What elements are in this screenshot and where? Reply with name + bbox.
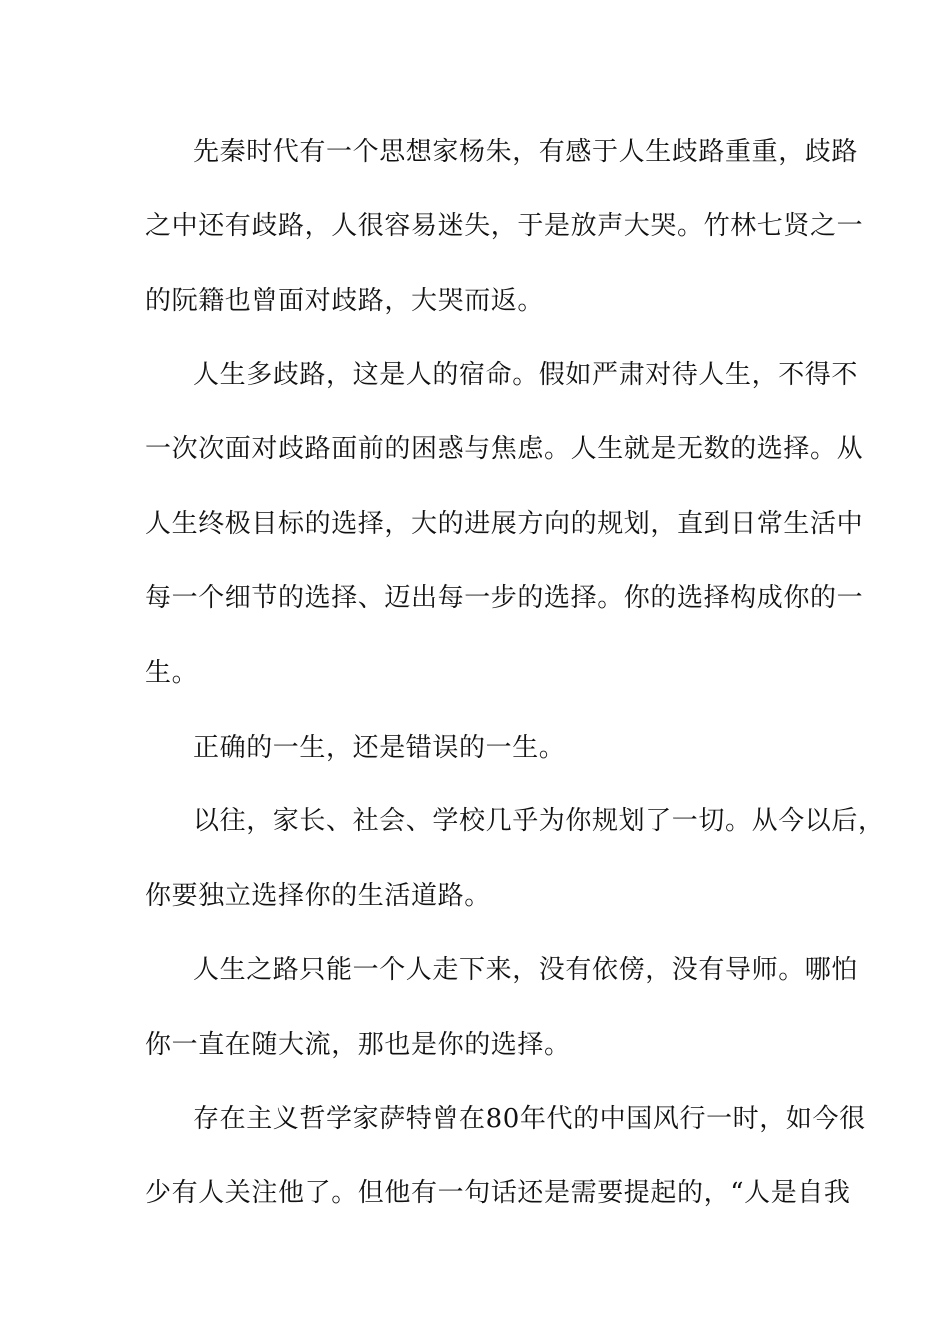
paragraph-2-line-1: 人生多歧路，这是人的宿命。假如严肃对待人生，不得不 bbox=[193, 360, 859, 390]
paragraph-2-line-2: 一次次面对歧路面前的困惑与焦虑。人生就是无数的选择。从 bbox=[145, 434, 864, 464]
paragraph-1-line-1: 先秦时代有一个思想家杨朱，有感于人生歧路重重，歧路 bbox=[193, 137, 859, 167]
paragraph-6-line-2: 少有人关注他了。但他有一句话还是需要提起的，“人是自我 bbox=[145, 1178, 851, 1208]
paragraph-3-line-1: 正确的一生，还是错误的一生。 bbox=[193, 733, 566, 763]
paragraph-6-line-1: 存在主义哲学家萨特曾在80年代的中国风行一时，如今很 bbox=[193, 1104, 866, 1134]
paragraph-5-line-2: 你一直在随大流，那也是你的选择。 bbox=[145, 1030, 571, 1060]
paragraph-1-line-2: 之中还有歧路，人很容易迷失，于是放声大哭。竹林七贤之一 bbox=[145, 211, 864, 241]
paragraph-5-line-1: 人生之路只能一个人走下来，没有依傍，没有导师。哪怕 bbox=[193, 955, 859, 985]
paragraph-2-line-4: 每一个细节的选择、迈出每一步的选择。你的选择构成你的一 bbox=[145, 583, 864, 613]
paragraph-2-line-5: 生。 bbox=[145, 658, 199, 688]
paragraph-4-line-2: 你要独立选择你的生活道路。 bbox=[145, 881, 491, 911]
paragraph-2-line-3: 人生终极目标的选择，大的进展方向的规划，直到日常生活中 bbox=[145, 509, 864, 539]
paragraph-1-line-3: 的阮籍也曾面对歧路，大哭而返。 bbox=[145, 286, 545, 316]
paragraph-4-line-1: 以往，家长、社会、学校几乎为你规划了一切。从今以后， bbox=[193, 806, 885, 836]
